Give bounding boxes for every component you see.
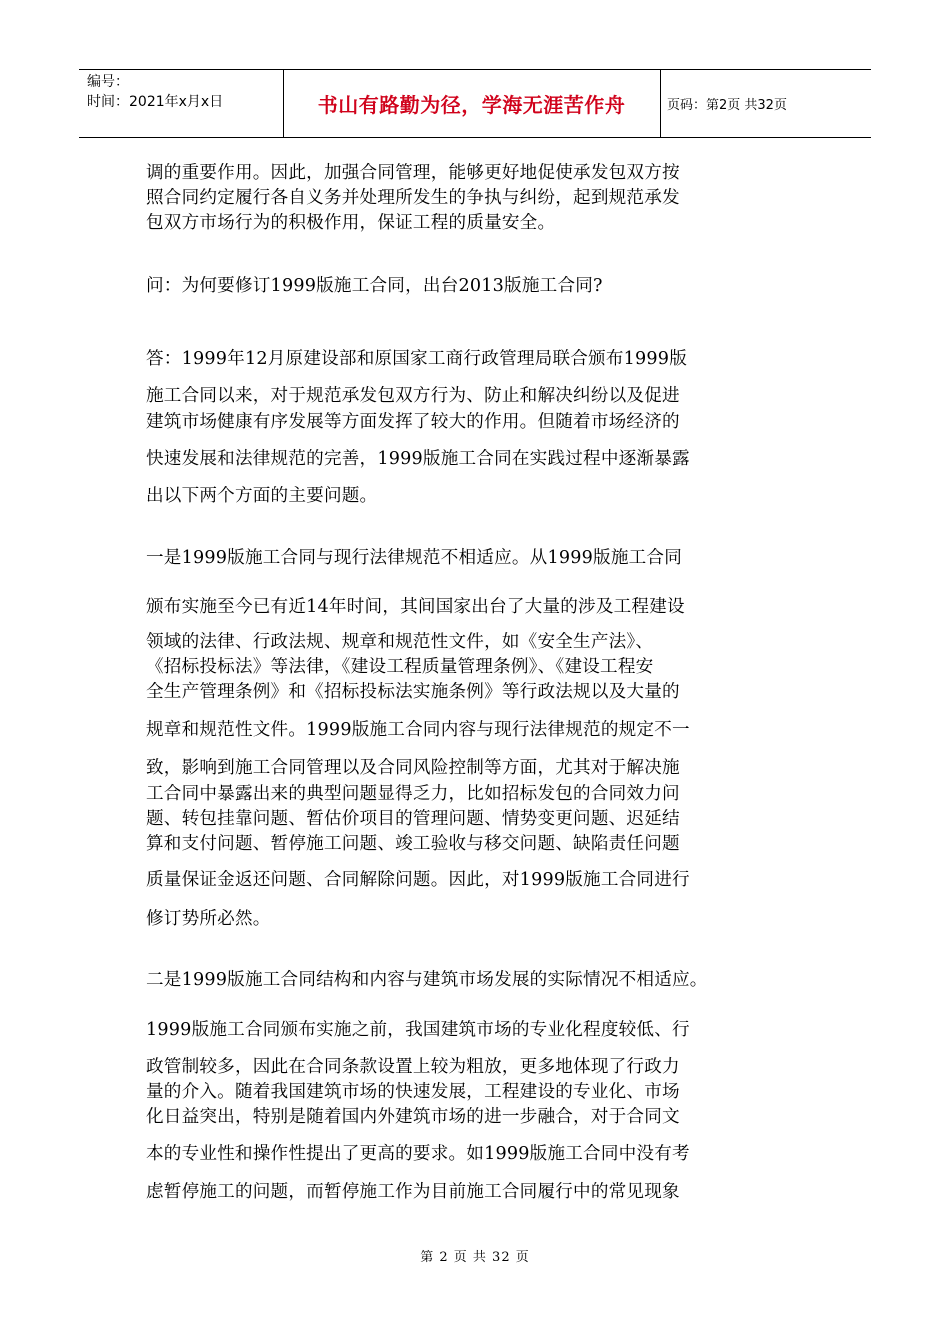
body-line: 工合同中暴露出来的典型问题显得乏力，比如招标发包的合同效力问 [146,784,680,804]
body-line: 1999版施工合同颁布实施之前，我国建筑市场的专业化程度较低、行 [146,1020,690,1040]
body-line: 包双方市场行为的积极作用，保证工程的质量安全。 [146,213,556,233]
body-line: 出以下两个方面的主要问题。 [146,486,378,506]
body-line: 化日益突出，特别是随着国内外建筑市场的进一步融合，对于合同文 [146,1107,680,1127]
body-line: 算和支付问题、暂停施工问题、竣工验收与移交问题、缺陷责任问题 [146,834,680,854]
body-line: 规章和规范性文件。1999版施工合同内容与现行法律规范的规定不一 [146,720,690,740]
body-line: 政管制较多，因此在合同条款设置上较为粗放，更多地体现了行政力 [146,1057,680,1077]
body-line: 修订势所必然。 [146,909,271,929]
body-line: 全生产管理条例》和《招标投标法实施条例》等行政法规以及大量的 [146,682,680,702]
body-line: 颁布实施至今已有近14年时间，其间国家出台了大量的涉及工程建设 [146,597,685,617]
body-line: 答：1999年12月原建设部和原国家工商行政管理局联合颁布1999版 [146,349,687,369]
document-date: 时间：2021年x月x日 [87,94,224,110]
header-meta [87,72,277,112]
header-motto: 书山有路勤为径，学海无涯苦作舟 [317,93,626,117]
body-line: 《招标投标法》等法律，《建设工程质量管理条例》、《建设工程安 [146,657,654,677]
body-line: 二是1999版施工合同结构和内容与建筑市场发展的实际情况不相适应。 [146,970,708,990]
body-line: 领域的法律、行政法规、规章和规范性文件，如《安全生产法》、 [146,632,654,652]
body-line: 量的介入。随着我国建筑市场的快速发展，工程建设的专业化、市场 [146,1082,680,1102]
body-line: 质量保证金返还问题、合同解除问题。因此，对1999版施工合同进行 [146,870,690,890]
document-number-label: 编号： [87,74,129,90]
body-line: 照合同约定履行各自义务并处理所发生的争执与纠纷，起到规范承发 [146,188,680,208]
body-line: 虑暂停施工的问题，而暂停施工作为目前施工合同履行中的常见现象 [146,1182,680,1202]
body-line: 施工合同以来，对于规范承发包双方行为、防止和解决纠纷以及促进 [146,386,680,406]
page-header [79,69,871,138]
body-line: 本的专业性和操作性提出了更高的要求。如1999版施工合同中没有考 [146,1144,690,1164]
body-line: 调的重要作用。因此，加强合同管理，能够更好地促使承发包双方按 [146,163,680,183]
body-line: 致，影响到施工合同管理以及合同风险控制等方面，尤其对于解决施 [146,758,680,778]
body-line: 快速发展和法律规范的完善，1999版施工合同在实践过程中逐渐暴露 [146,449,690,469]
header-divider [660,70,661,137]
header-page-info: 页码：第2页 共32页 [667,98,787,113]
body-line: 题、转包挂靠问题、暂估价项目的管理问题、情势变更问题、迟延结 [146,809,680,829]
question-line: 问：为何要修订1999版施工合同，出台2013版施工合同? [146,276,603,296]
page-footer: 第 2 页 共 32 页 [420,1250,530,1265]
body-line: 一是1999版施工合同与现行法律规范不相适应。从1999版施工合同 [146,548,682,568]
body-line: 建筑市场健康有序发展等方面发挥了较大的作用。但随着市场经济的 [146,412,680,432]
